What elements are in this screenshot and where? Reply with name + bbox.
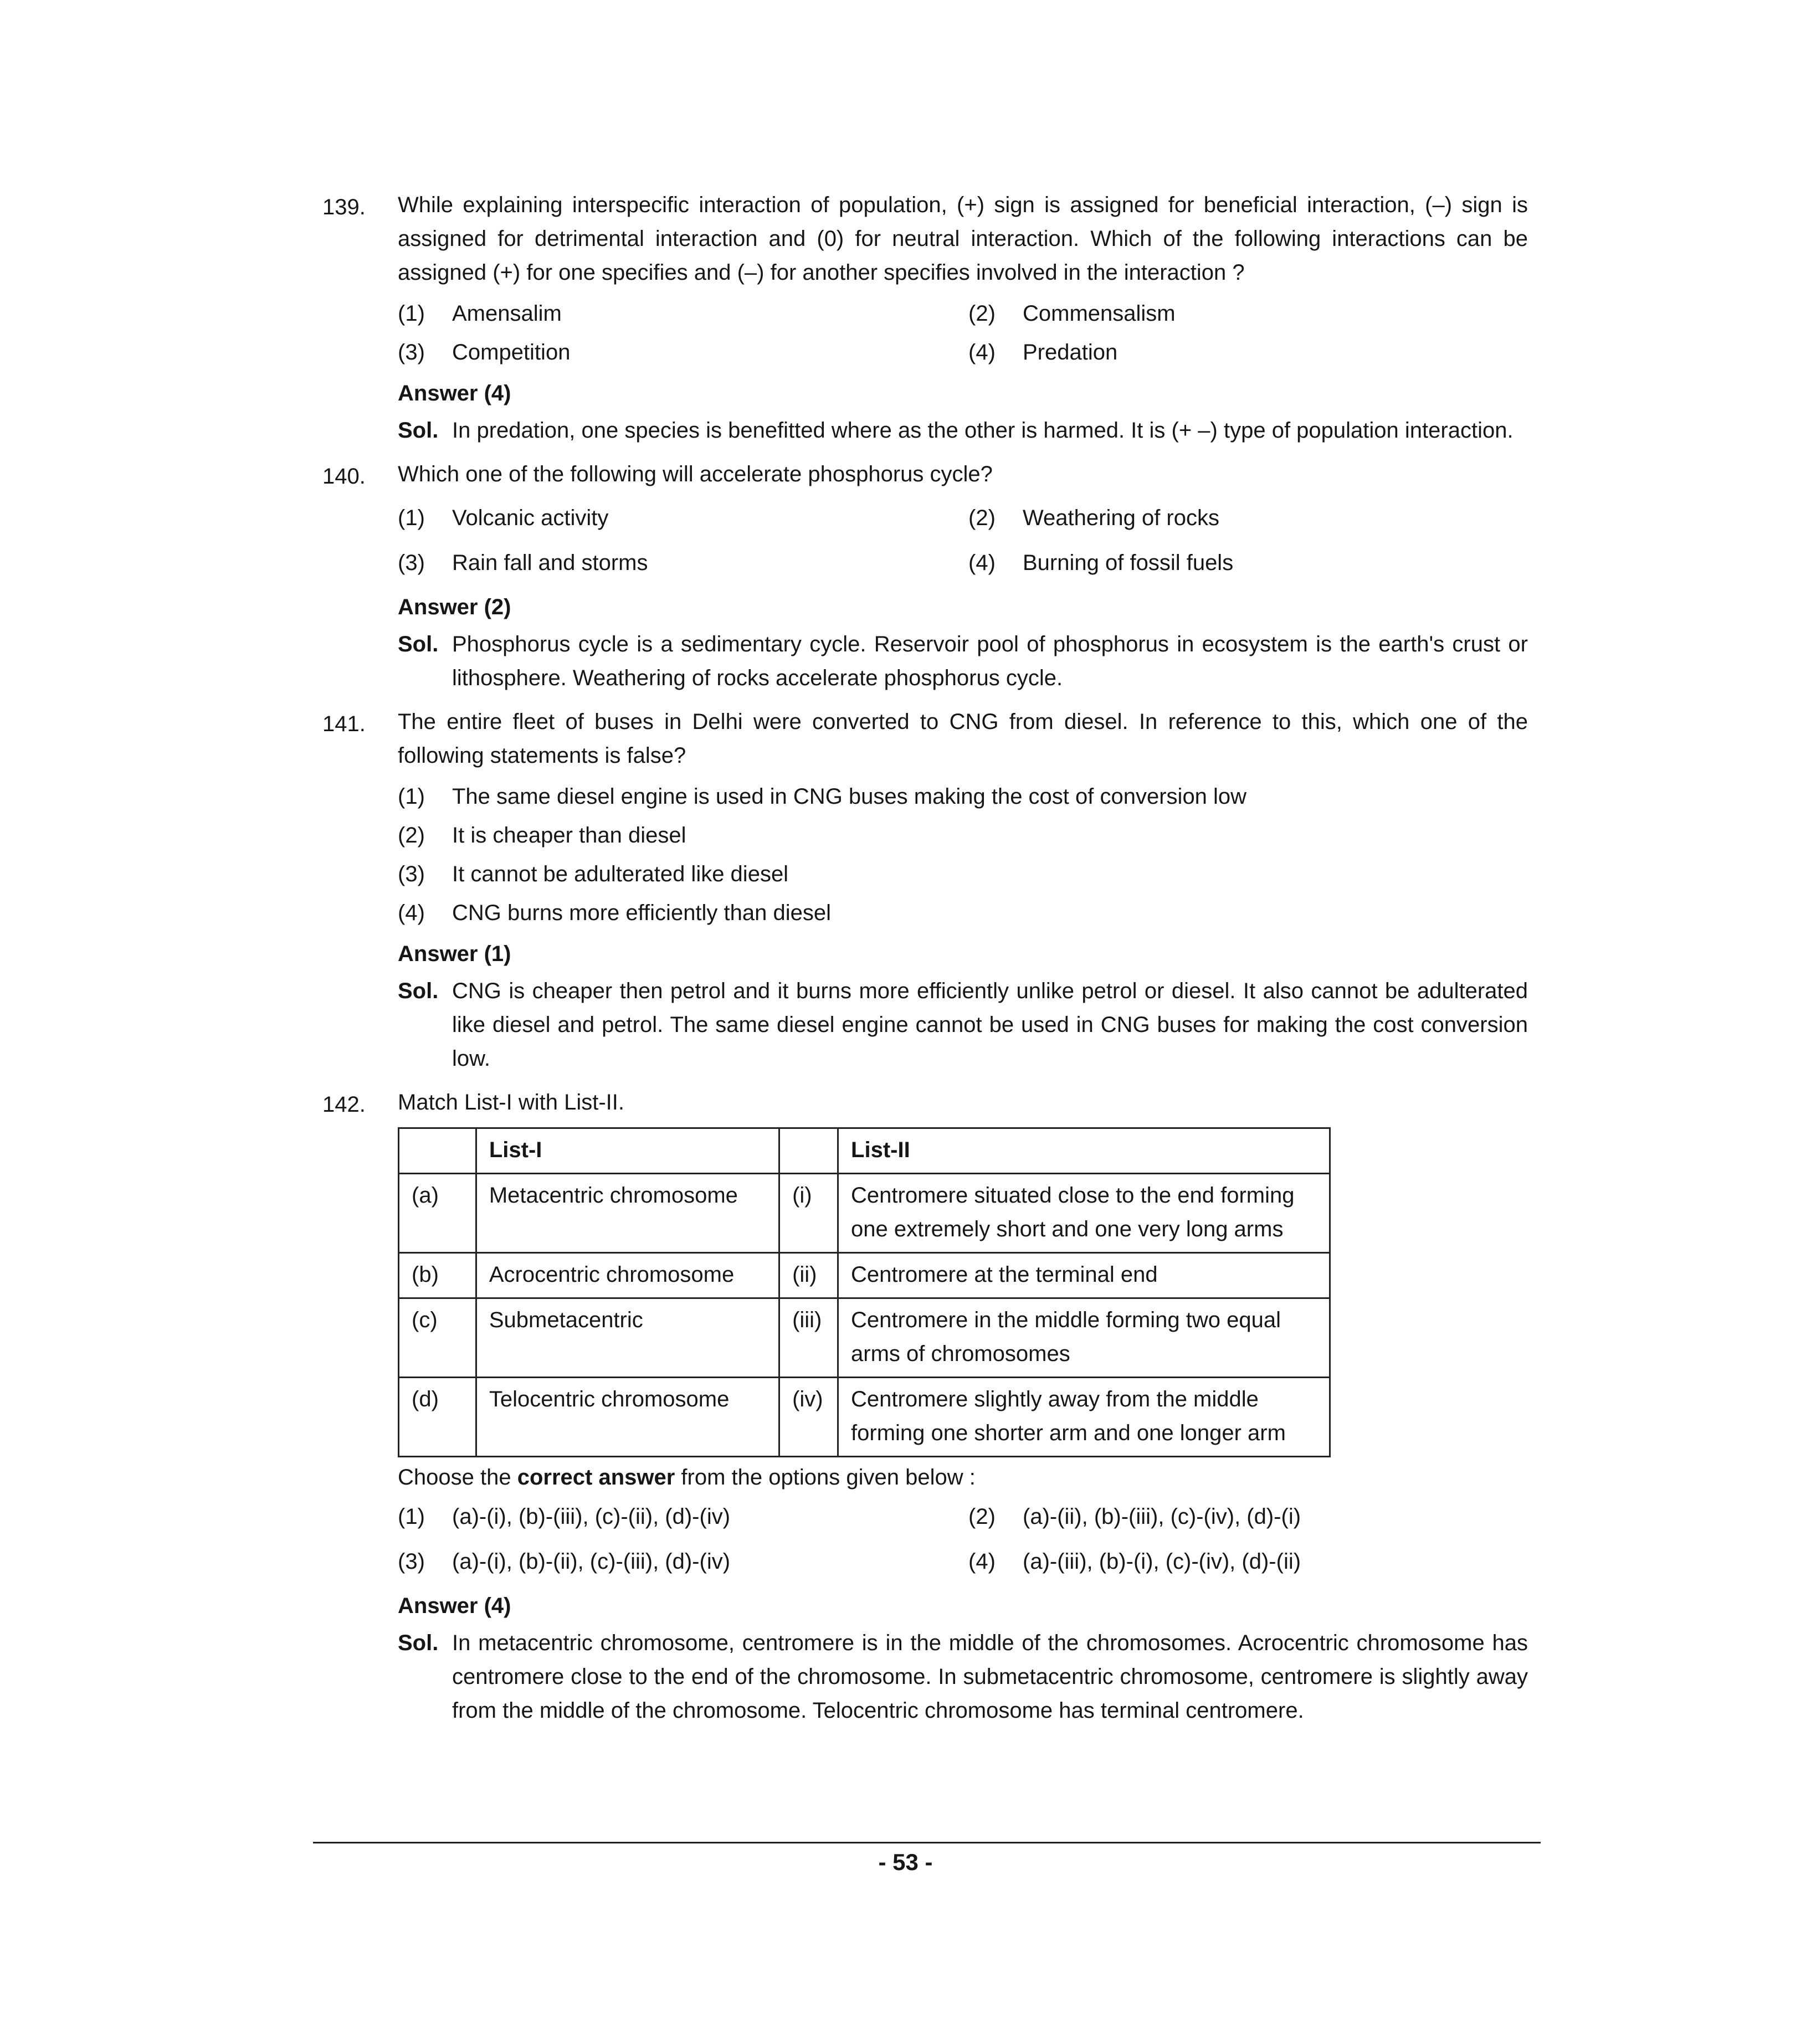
answer-label: Answer (2) (398, 594, 511, 619)
row-letter: (c) (399, 1298, 476, 1378)
option-text: (a)-(i), (b)-(iii), (c)-(ii), (d)-(iv) (452, 1504, 731, 1529)
list-2-header: List-II (838, 1128, 1330, 1174)
option-4 (398, 893, 1528, 932)
option-number: (2) (398, 823, 425, 848)
options-list (398, 294, 1528, 372)
row-letter: (d) (399, 1378, 476, 1457)
option-number: (4) (968, 1549, 996, 1574)
option-text: Burning of fossil fuels (1023, 551, 1234, 575)
question-text: Match List-I with List-II. (398, 1090, 624, 1115)
question-142 (322, 1086, 1528, 1728)
option-3 (398, 333, 968, 372)
table-row (399, 1174, 1330, 1253)
solution-label: Sol. (398, 1631, 439, 1655)
choose-suffix: from the options given below : (675, 1465, 976, 1490)
option-4 (968, 1539, 1522, 1584)
option-3 (398, 855, 1528, 893)
solution-text: Phosphorus cycle is a sedimentary cycle. Reservoir pool of phosphorus in ecosystem is the earth's crust or lithosphere. Weathering of rocks accelerate phosphorus cycle. (452, 632, 1528, 690)
row-roman: (iii) (779, 1298, 838, 1378)
answer-label: Answer (4) (398, 381, 511, 405)
option-1 (398, 777, 1528, 816)
row-item: Submetacentric (476, 1298, 779, 1378)
option-number: (4) (968, 340, 996, 364)
option-3 (398, 541, 968, 586)
footer-divider (313, 1842, 1541, 1843)
option-1 (398, 496, 968, 541)
row-description: Centromere in the middle forming two equal arms of chromosomes (838, 1298, 1330, 1378)
table-row (399, 1253, 1330, 1298)
page-content (322, 188, 1528, 1728)
option-number: (1) (398, 301, 425, 326)
list-1-header: List-I (476, 1128, 779, 1174)
row-item: Acrocentric chromosome (476, 1253, 779, 1298)
option-number: (3) (398, 551, 425, 575)
row-description: Centromere situated close to the end forming one extremely short and one very long arms (838, 1174, 1330, 1253)
table-header-cell (399, 1128, 476, 1174)
table-header-cell (779, 1128, 838, 1174)
solution-text: In metacentric chromosome, centromere is in the middle of the chromosomes. Acrocentric chromosome has centromere close to the end of the chromosome. In submetacentric chromosome, centromere is slightly away from the middle of the chromosome. Telocentric chromosome has terminal centromere. (452, 1631, 1528, 1723)
question-140 (322, 458, 1528, 695)
row-description: Centromere slightly away from the middle forming one shorter arm and one longer arm (838, 1378, 1330, 1457)
row-roman: (i) (779, 1174, 838, 1253)
option-text: Commensalism (1023, 301, 1176, 326)
solution-label: Sol. (398, 632, 439, 656)
option-text: It is cheaper than diesel (452, 823, 686, 848)
option-text: Competition (452, 340, 571, 364)
question-text: The entire fleet of buses in Delhi were converted to CNG from diesel. In reference to this, which one of the following statements is false? (398, 710, 1528, 768)
option-number: (4) (398, 900, 425, 925)
row-letter: (b) (399, 1253, 476, 1298)
page-number: - 53 - (878, 1849, 933, 1875)
table-header-row (399, 1128, 1330, 1174)
answer-label: Answer (4) (398, 1593, 511, 1618)
option-number: (3) (398, 861, 425, 886)
choose-bold: correct answer (517, 1465, 675, 1490)
question-number: 139. (322, 195, 366, 219)
option-number: (1) (398, 1504, 425, 1529)
solution (398, 414, 1528, 448)
row-letter: (a) (399, 1174, 476, 1253)
question-141 (322, 705, 1528, 1076)
option-number: (3) (398, 340, 425, 364)
option-1 (398, 294, 968, 333)
option-2 (968, 1495, 1522, 1539)
solution (398, 628, 1528, 695)
question-139 (322, 188, 1528, 448)
option-4 (968, 541, 1522, 586)
option-text: Volcanic activity (452, 506, 609, 530)
match-table (398, 1127, 1331, 1457)
options-list (398, 496, 1528, 586)
option-text: The same diesel engine is used in CNG buses making the cost of conversion low (452, 784, 1247, 809)
option-text: CNG burns more efficiently than diesel (452, 900, 832, 925)
option-3 (398, 1539, 968, 1584)
solution-label: Sol. (398, 418, 439, 443)
option-number: (2) (968, 301, 996, 326)
option-text: (a)-(ii), (b)-(iii), (c)-(iv), (d)-(i) (1023, 1504, 1301, 1529)
option-2 (398, 816, 1528, 855)
question-text: While explaining interspecific interaction of population, (+) sign is assigned for beneficial interaction, (–) sign is assigned for detrimental interaction and (0) for neutral interaction. Which of the following interactions can be assigned (+) for one specifies and (–) for another specifies involved in the interaction ? (398, 193, 1528, 285)
option-text: Predation (1023, 340, 1118, 364)
question-text: Which one of the following will accelerate phosphorus cycle? (398, 462, 993, 486)
option-number: (4) (968, 551, 996, 575)
question-number: 140. (322, 464, 366, 489)
solution-label: Sol. (398, 979, 439, 1003)
solution (398, 974, 1528, 1076)
solution-text: In predation, one species is benefitted where as the other is harmed. It is (+ –) type of population interaction. (452, 418, 1514, 443)
solution-text: CNG is cheaper then petrol and it burns more efficiently unlike petrol or diesel. It also cannot be adulterated like diesel and petrol. The same diesel engine cannot be used in CNG buses for making the cost conversion low. (452, 979, 1528, 1071)
option-number: (1) (398, 506, 425, 530)
option-number: (1) (398, 784, 425, 809)
option-text: It cannot be adulterated like diesel (452, 861, 789, 886)
question-number: 142. (322, 1092, 366, 1117)
choose-prefix: Choose the (398, 1465, 517, 1490)
question-number: 141. (322, 712, 366, 736)
row-item: Telocentric chromosome (476, 1378, 779, 1457)
options-list (398, 1495, 1528, 1584)
option-2 (968, 496, 1522, 541)
option-text: Weathering of rocks (1023, 506, 1219, 530)
row-roman: (ii) (779, 1253, 838, 1298)
option-1 (398, 1495, 968, 1539)
table-row (399, 1298, 1330, 1378)
row-roman: (iv) (779, 1378, 838, 1457)
option-text: Rain fall and storms (452, 551, 648, 575)
option-text: (a)-(iii), (b)-(i), (c)-(iv), (d)-(ii) (1023, 1549, 1301, 1574)
option-number: (3) (398, 1549, 425, 1574)
option-text: (a)-(i), (b)-(ii), (c)-(iii), (d)-(iv) (452, 1549, 731, 1574)
option-2 (968, 294, 1522, 333)
option-text: Amensalim (452, 301, 562, 326)
row-item: Metacentric chromosome (476, 1174, 779, 1253)
option-number: (2) (968, 506, 996, 530)
table-row (399, 1378, 1330, 1457)
option-4 (968, 333, 1522, 372)
choose-instruction (398, 1461, 1528, 1495)
row-description: Centromere at the terminal end (838, 1253, 1330, 1298)
answer-label: Answer (1) (398, 941, 511, 966)
options-list (398, 777, 1528, 932)
solution (398, 1626, 1528, 1728)
option-number: (2) (968, 1504, 996, 1529)
